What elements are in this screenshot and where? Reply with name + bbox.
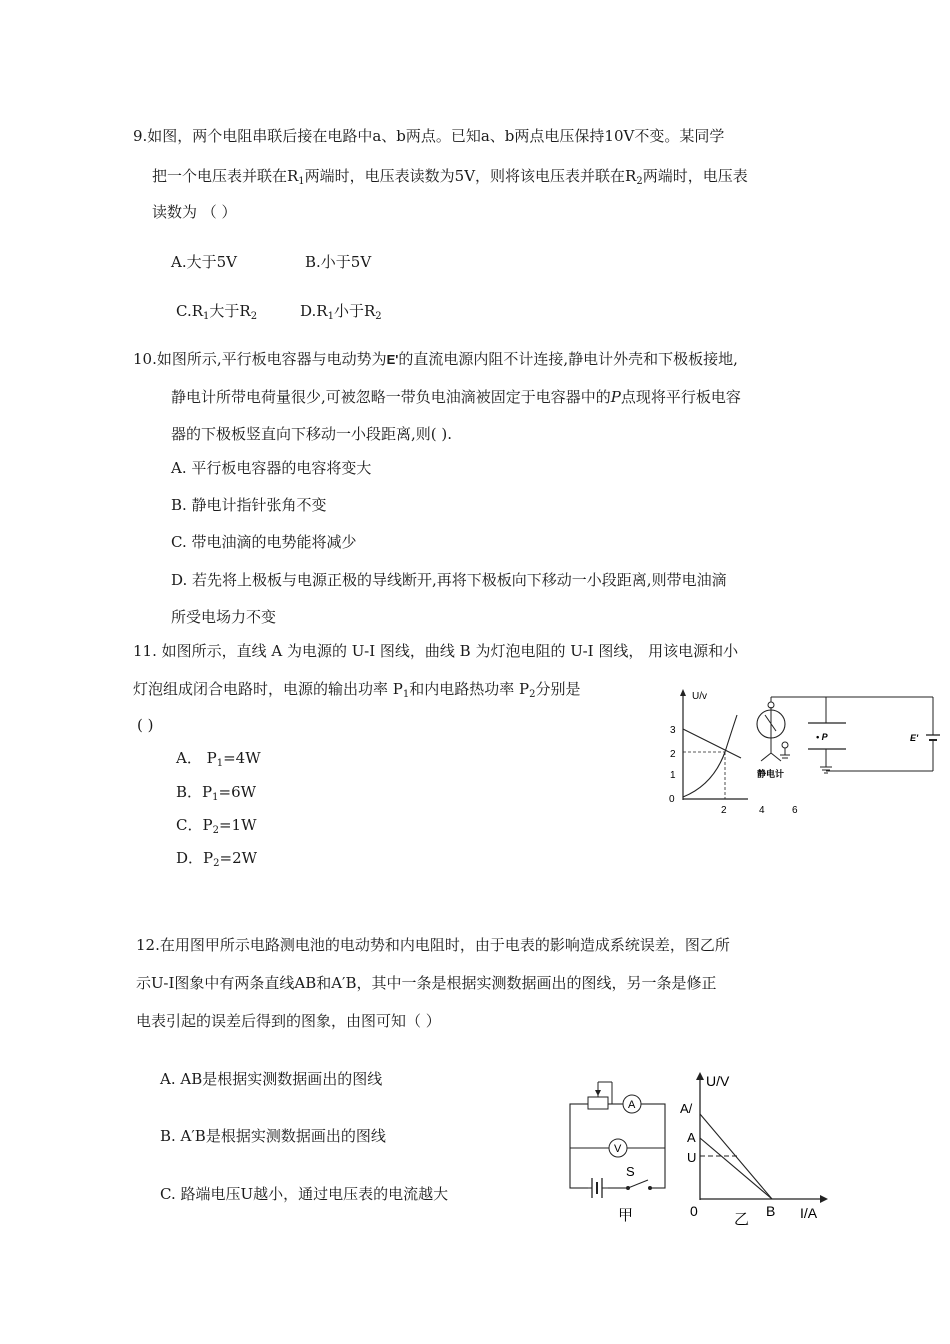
- voltmeter-label: V: [614, 1143, 622, 1155]
- q9-line3: 读数为 （ ）: [152, 203, 237, 221]
- q11-option-d: D．$P_2=2W$: [176, 849, 258, 869]
- ammeter-label: A: [628, 1099, 636, 1111]
- q9-option-b: B.小于5V: [305, 253, 372, 271]
- emf-label: E': [910, 733, 919, 743]
- q12-line3: 电表引起的误差后得到的图象，由图可知（ ）: [136, 1012, 441, 1030]
- q11-line2: 灯泡组成闭合电路时，电源的输出功率 $P_1$和内电路热功率 $P_2$分别是: [133, 680, 581, 700]
- line-ab: [700, 1138, 772, 1199]
- q9-option-a: A.大于5V: [171, 253, 237, 271]
- q11-option-b: B．$P_1=6W$: [176, 783, 257, 803]
- q10-line1: 10.如图所示,平行板电容器与电动势为E'的直流电源内阻不计连接,静电计外壳和下极板接地,: [133, 350, 738, 368]
- q10-option-d-line1: D. 若先将上极板与电源正极的导线断开,再将下极板向下移动一小段距离,则带电油滴: [171, 571, 727, 589]
- tick-y-2: 2: [670, 749, 676, 760]
- q12-option-b: B. A′B是根据实测数据画出的图线: [160, 1127, 386, 1145]
- x-axis-label: I/A: [800, 1205, 818, 1221]
- q10-option-b: B. 静电计指针张角不变: [171, 496, 327, 514]
- q10-option-c: C. 带电油滴的电势能将减少: [171, 533, 357, 551]
- q11-option-c: C．$P_2=1W$: [176, 816, 257, 836]
- curve-b: [683, 715, 737, 797]
- q12-line2: 示U-I图象中有两条直线AB和A′B，其中一条是根据实测数据画出的图线，另一条是修正: [136, 974, 717, 992]
- tick-y-1: 1: [670, 770, 676, 781]
- electrometer-label: 静电计: [757, 769, 785, 779]
- graph-y-axis-label: U/V: [706, 1073, 730, 1089]
- q12-option-a: A. AB是根据实测数据画出的图线: [160, 1070, 383, 1088]
- q11-option-a: A． $P_1=4W$: [176, 749, 261, 769]
- line-a: [683, 729, 741, 758]
- figure-circuit-and-ui-graph: [560, 1068, 850, 1238]
- tick-x-4: 4: [759, 805, 765, 815]
- caption-jia: 甲: [618, 1207, 634, 1224]
- q12-line1: 12.在用图甲所示电路测电池的电动势和内电阻时，由于电表的影响造成系统误差，图乙所: [136, 936, 730, 954]
- q10-line2: 静电计所带电荷量很少,可被忽略一带负电油滴被固定于电容器中的P点现将平行板电容: [171, 388, 741, 406]
- caption-yi: 乙: [734, 1211, 750, 1228]
- q10-option-a: A. 平行板电容器的电容将变大: [171, 459, 372, 477]
- tick-x-2: 2: [721, 805, 727, 815]
- tick-x-6: 6: [792, 805, 798, 815]
- tick-y-3: 3: [670, 725, 676, 736]
- origin-label: 0: [669, 794, 675, 805]
- label-a: A: [687, 1130, 696, 1145]
- switch-label: S: [626, 1164, 635, 1179]
- label-b: B: [766, 1203, 776, 1219]
- graph-y-axis-label: U/v: [692, 691, 707, 702]
- q11-line1: 11. 如图所示，直线 A 为电源的 U-I 图线，曲线 B 为灯泡电阻的 U-I 图线， 用该电源和小: [133, 642, 739, 660]
- q9-option-c: $C.R_1$大于$R_2$: [176, 302, 258, 322]
- label-a-prime: A/: [680, 1101, 693, 1116]
- q11-line3: ( ): [137, 716, 154, 734]
- q9-option-d: $D.R_1$小于$R_2$: [300, 302, 382, 322]
- q9-line2: 把一个电压表并联在$R_1$两端时，电压表读数为5V，则将该电压表并联在$R_2$两端时，电压表: [152, 167, 748, 187]
- line-a-prime-b: [700, 1114, 772, 1199]
- point-p-label: • P: [816, 732, 828, 742]
- origin-label: 0: [690, 1203, 698, 1219]
- q12-option-c: C. 路端电压U越小，通过电压表的电流越大: [160, 1185, 449, 1203]
- label-u: U: [687, 1150, 697, 1165]
- q10-option-d-line2: 所受电场力不变: [171, 608, 277, 626]
- q9-line1: 9.如图，两个电阻串联后接在电路中a、b两点。已知a、b两点电压保持10V不变。某同学: [133, 127, 725, 145]
- figure-ui-graph-and-capacitor-circuit: [658, 685, 948, 815]
- rheostat: [588, 1097, 608, 1109]
- q10-line3: 器的下极板竖直向下移动一小段距离,则( ).: [171, 425, 453, 443]
